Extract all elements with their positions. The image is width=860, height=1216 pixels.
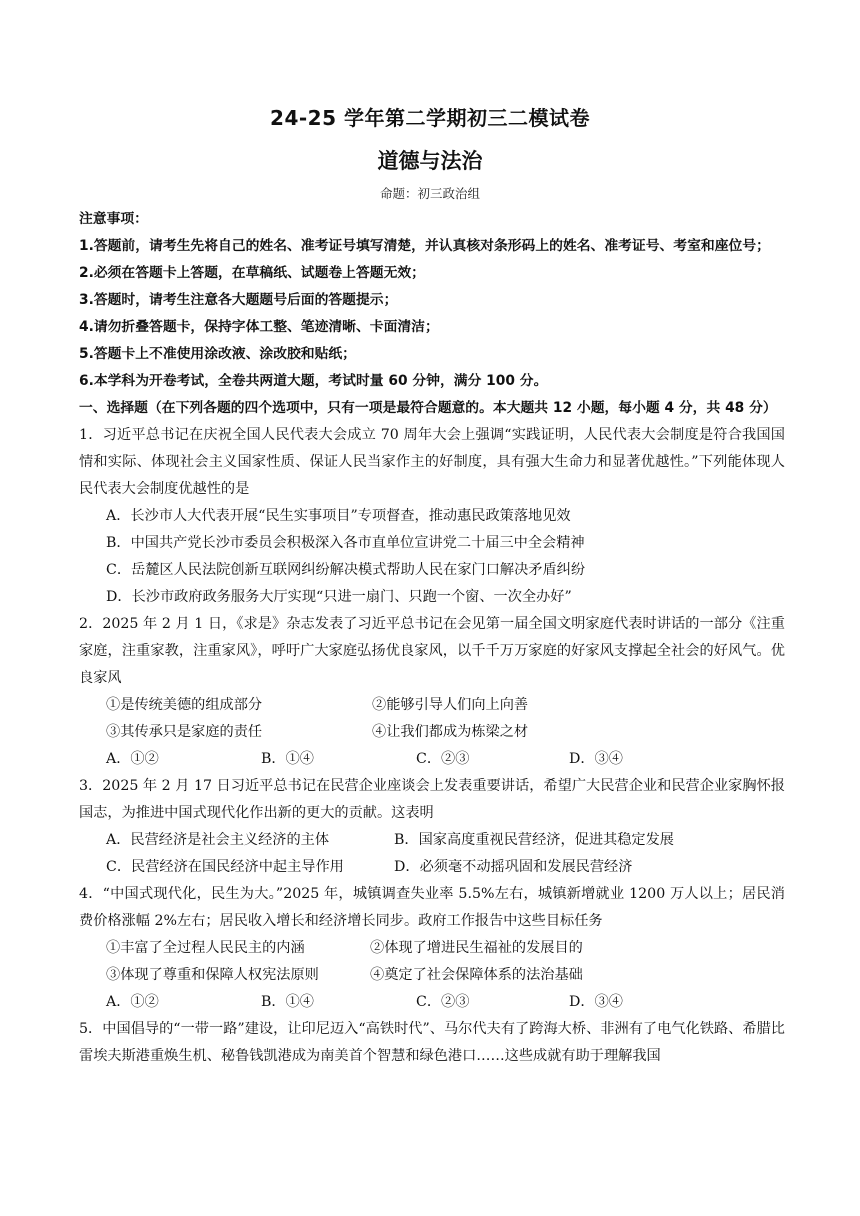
question-2-statements-row-2 [79, 719, 785, 746]
question-4-stem: 4．“中国式现代化，民生为大。”2025 年，城镇调查失业率 5.5%左右，城镇新增就业 1200 万人以上；居民消费价格涨幅 2%左右；居民收入增长和经济增长同步。政府工作报告中这些目标任务 [79, 886, 785, 929]
section-heading: 一、选择题（在下列各题的四个选项中，只有一项是最符合题意的。本大题共 12 小题，每小题 4 分，共 48 分） [79, 400, 777, 416]
question-1-option-d: D．长沙市政府政务服务大厅实现“只进一扇门、只跑一个窗、一次全办好” [106, 589, 572, 605]
question-2-statements-row-1 [79, 692, 785, 719]
question-2-statement-2: ②能够引导人们向上向善 [372, 697, 529, 713]
question-2-statement-4: ④让我们都成为栋梁之材 [372, 724, 529, 740]
question-1-option-b: B．中国共产党长沙市委员会积极深入各市直单位宣讲党二十届三中全会精神 [106, 535, 585, 551]
question-5-stem: 5．中国倡导的“一带一路”建设，让印尼迈入“高铁时代”、马尔代夫有了跨海大桥、非洲有了电气化铁路、希腊比雷埃夫斯港重焕生机、秘鲁钱凯港成为南美首个智慧和绿色港口……这些成就有助于理解我国 [79, 1021, 785, 1064]
notice-heading: 注意事项： [79, 211, 148, 227]
question-3-option-c: C．民营经济在国民经济中起主导作用 [106, 859, 344, 875]
question-2-option-d: D．③④ [569, 751, 623, 767]
notice-item: 6.本学科为开卷考试，全卷共两道大题，考试时量 60 分钟，满分 100 分。 [79, 373, 548, 389]
author-line: 命题：初三政治组 [379, 186, 480, 201]
question-2-options [79, 746, 785, 773]
question-3-stem: 3．2025 年 2 月 17 日习近平总书记在民营企业座谈会上发表重要讲话，希望广大民营企业和民营企业家胸怀报国志，为推进中国式现代化作出新的更大的贡献。这表明 [79, 778, 785, 821]
question-3-option-d: D．必须毫不动摇巩固和发展民营经济 [394, 859, 633, 875]
question-2-statement-3: ③其传承只是家庭的责任 [106, 724, 263, 740]
question-4-statement-4: ④奠定了社会保障体系的法治基础 [370, 967, 583, 983]
question-3-option-b: B．国家高度重视民营经济，促进其稳定发展 [394, 832, 674, 848]
question-4-options [79, 989, 785, 1016]
notice-item: 1.答题前，请考生先将自己的姓名、准考证号填写清楚，并认真核对条形码上的姓名、准考证号、考室和座位号； [79, 238, 770, 254]
question-4-statements-row-2 [79, 962, 785, 989]
question-2-stem: 2．2025 年 2 月 1 日，《求是》杂志发表了习近平总书记在会见第一届全国文明家庭代表时讲话的一部分《注重家庭，注重家教，注重家风》，呼吁广大家庭弘扬优良家风，以千千万万家庭的好家风支撑起全社会的好风气。优良家风 [79, 616, 785, 686]
notice-item: 5.答题卡上不准使用涂改液、涂改胶和贴纸； [79, 346, 356, 362]
notice-item: 4.请勿折叠答题卡，保持字体工整、笔迹清晰、卡面清洁； [79, 319, 439, 335]
question-4-option-a: A．①② [106, 994, 159, 1010]
question-4-option-b: B．①④ [261, 994, 314, 1010]
exam-title: 24-25 学年第二学期初三二模试卷 [270, 106, 590, 130]
question-2-statement-1: ①是传统美德的组成部分 [106, 697, 263, 713]
notice-item: 3.答题时，请考生注意各大题题号后面的答题提示； [79, 292, 398, 308]
notice-item: 2.必须在答题卡上答题，在草稿纸、试题卷上答题无效； [79, 265, 425, 281]
question-4-statement-3: ③体现了尊重和保障人权宪法原则 [106, 967, 319, 983]
question-4-option-c: C．②③ [416, 994, 470, 1010]
exam-content [79, 206, 785, 1070]
question-1-option-a: A．长沙市人大代表开展“民生实事项目”专项督查，推动惠民政策落地见效 [106, 508, 571, 524]
question-3-options-row-2 [79, 854, 785, 881]
question-4-statement-2: ②体现了增进民生福祉的发展目的 [370, 940, 583, 956]
subject-title: 道德与法治 [377, 149, 483, 173]
question-3-options-row-1 [79, 827, 785, 854]
question-1-stem: 1．习近平总书记在庆祝全国人民代表大会成立 70 周年大会上强调“实践证明，人民代表大会制度是符合我国国情和实际、体现社会主义国家性质、保证人民当家作主的好制度，具有强大生命力和显著优越性。”下列能体现人民代表大会制度优越性的是 [79, 427, 785, 497]
question-1-option-c: C．岳麓区人民法院创新互联网纠纷解决模式帮助人民在家门口解决矛盾纠纷 [106, 562, 586, 578]
question-4-statements-row-1 [79, 935, 785, 962]
question-2-option-c: C．②③ [416, 751, 470, 767]
question-4-option-d: D．③④ [569, 994, 623, 1010]
question-2-option-a: A．①② [106, 751, 159, 767]
question-2-option-b: B．①④ [261, 751, 314, 767]
question-3-option-a: A．民营经济是社会主义经济的主体 [106, 832, 330, 848]
question-4-statement-1: ①丰富了全过程人民民主的内涵 [106, 940, 305, 956]
